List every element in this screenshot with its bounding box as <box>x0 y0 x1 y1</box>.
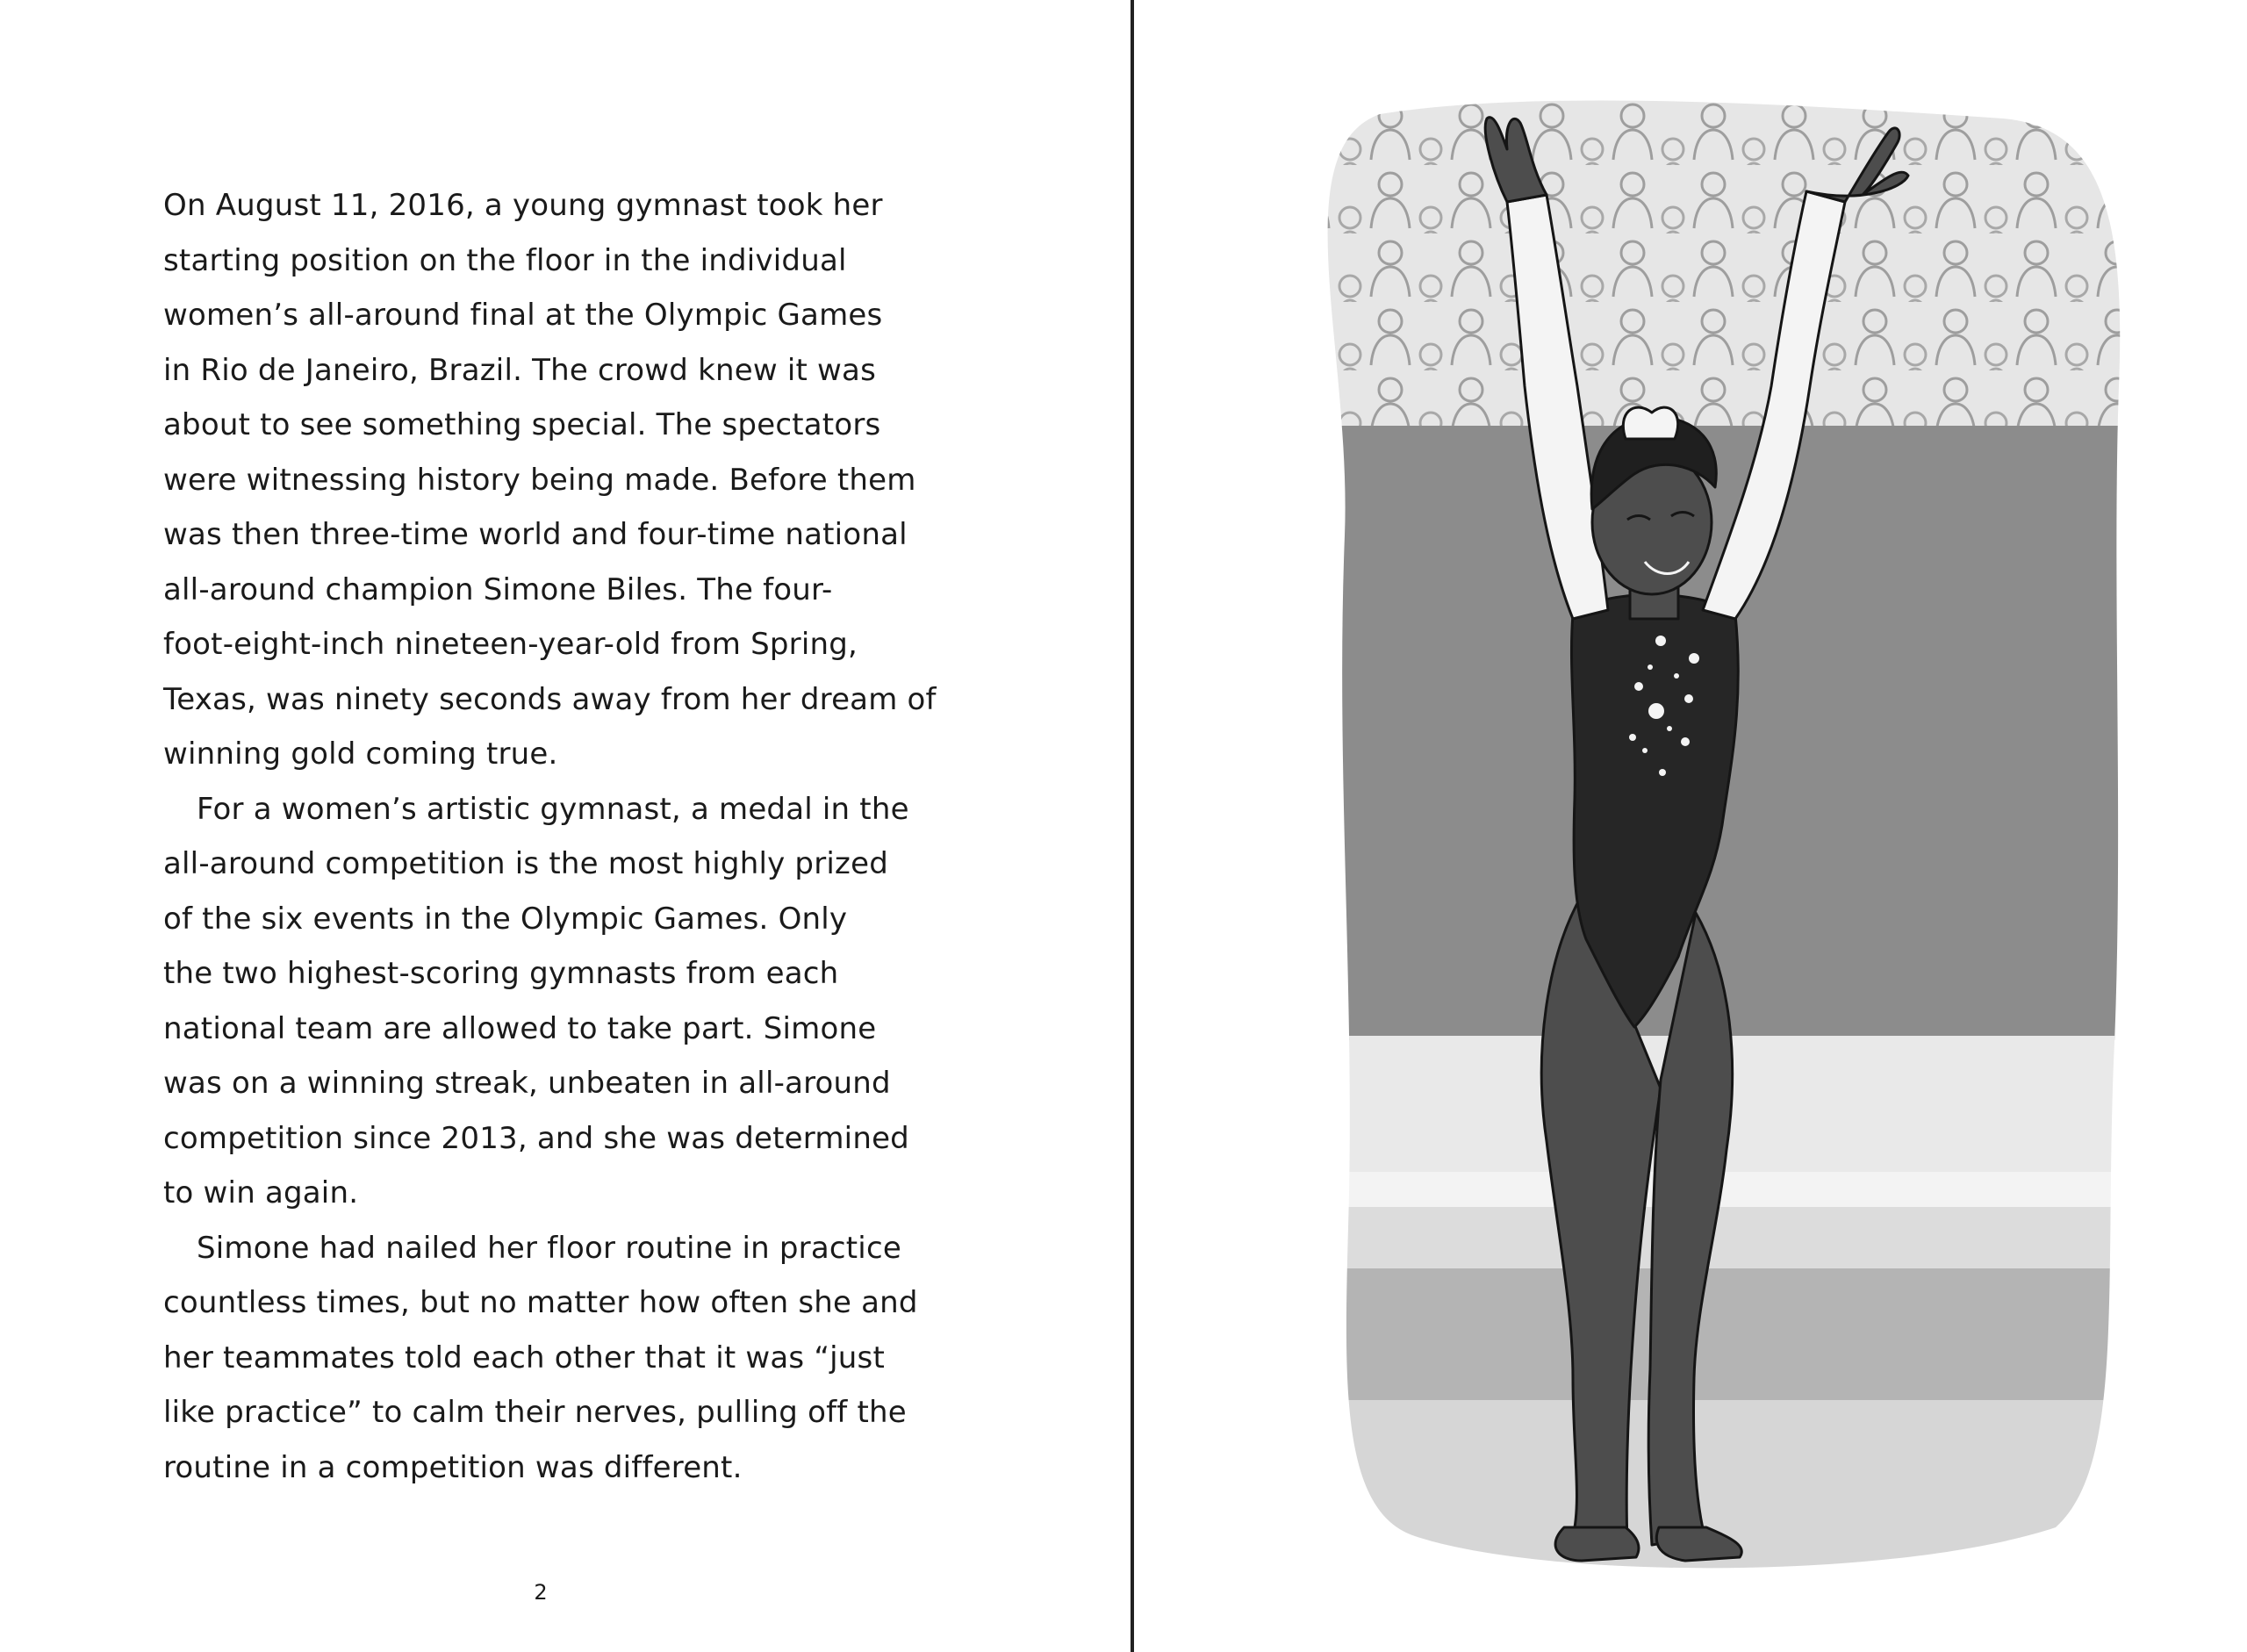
text-line: foot-eight-inch nineteen-year-old from Spring, <box>163 627 858 662</box>
text-line: competition since 2013, and she was determined <box>163 1120 909 1156</box>
text-line: were witnessing history being made. Before them <box>163 462 916 498</box>
text-line: For a women’s artistic gymnast, a medal in the <box>197 791 909 827</box>
text-line: all-around champion Simone Biles. The four- <box>163 571 833 607</box>
text-line: routine in a competition was different. <box>163 1449 743 1485</box>
text-line: of the six events in the Olympic Games. Only <box>163 901 848 937</box>
text-line: the two highest-scoring gymnasts from each <box>163 956 839 991</box>
body-text <box>163 178 936 1495</box>
text-line: national team are allowed to take part. Simone <box>163 1010 877 1046</box>
text-line: women’s all-around final at the Olympic Games <box>163 298 883 333</box>
text-line: Texas, was ninety seconds away from her dream of <box>163 681 937 717</box>
text-line: in Rio de Janeiro, Brazil. The crowd knew it was <box>163 352 876 388</box>
text-line: Simone had nailed her floor routine in practice <box>197 1230 901 1266</box>
text-line: countless times, but no matter how often she and <box>163 1285 918 1320</box>
text-line: to win again. <box>163 1175 359 1210</box>
page-number: 2 <box>534 1580 548 1605</box>
text-line: all-around competition is the most highly prized <box>163 846 888 881</box>
text-line: was then three-time world and four-time national <box>163 517 908 552</box>
right-page <box>1134 0 2247 1652</box>
text-line: On August 11, 2016, a young gymnast took her <box>163 188 883 223</box>
text-line: like practice” to calm their nerves, pulling off the <box>163 1395 907 1430</box>
text-line: her teammates told each other that it was “just <box>163 1340 885 1375</box>
text-line: about to see something special. The spectators <box>163 407 881 442</box>
paragraph <box>163 782 936 1221</box>
paragraph <box>163 178 936 782</box>
text-line: winning gold coming true. <box>163 736 558 772</box>
text-line: was on a winning streak, unbeaten in all-around <box>163 1066 891 1101</box>
gymnast-illustration <box>1283 97 2126 1571</box>
paragraph <box>163 1221 936 1496</box>
text-line: starting position on the floor in the individual <box>163 242 847 278</box>
